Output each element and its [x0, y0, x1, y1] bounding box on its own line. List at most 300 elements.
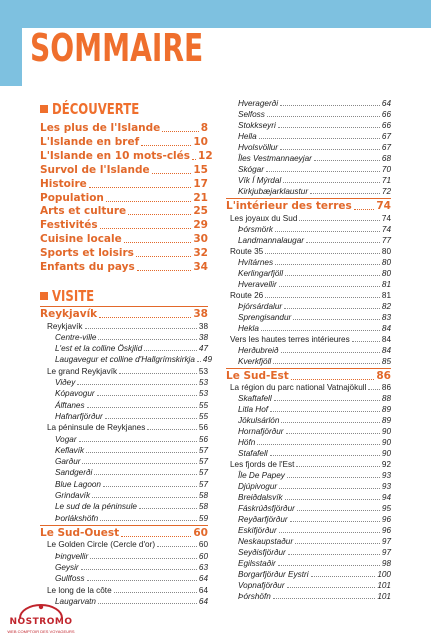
toc-entry-label: Le grand Reykjavík	[47, 366, 118, 376]
toc-entry-label: Sprengisandur	[238, 312, 292, 322]
toc-entry-page: 98	[381, 559, 391, 568]
toc-entry-label: Reyðarfjörður	[238, 515, 288, 524]
dot-leader	[77, 384, 197, 385]
toc-entry-lvl2[interactable]	[238, 279, 391, 290]
toc-entry-lvl2[interactable]	[55, 434, 208, 445]
toc-entry-decouverte[interactable]	[40, 233, 208, 246]
toc-entry-label: Viðey	[55, 378, 76, 387]
toc-entry-label: Route 35	[230, 246, 264, 256]
toc-entry-label: Kerlingarfjöll	[238, 268, 284, 278]
toc-entry-label: Djúpivogur	[238, 482, 278, 491]
toc-entry-label: Reykjavík	[40, 308, 98, 320]
toc-entry-label: Eskifjörður	[238, 526, 277, 535]
toc-entry-label: Reykjavík	[47, 321, 83, 331]
dot-leader	[284, 308, 380, 309]
toc-entry-decouverte[interactable]	[40, 164, 208, 177]
toc-entry-page: 74	[381, 213, 391, 223]
toc-entry-lvl2[interactable]	[238, 448, 391, 459]
toc-entry-decouverte[interactable]	[40, 149, 213, 163]
toc-entry-page: 96	[381, 515, 391, 524]
toc-entry-lvl2[interactable]	[238, 164, 391, 175]
dot-leader	[273, 598, 376, 599]
toc-entry-decouverte[interactable]	[40, 219, 208, 232]
dot-leader	[296, 466, 380, 467]
toc-entry-label: Skógar	[238, 165, 264, 174]
toc-entry-lvl2[interactable]	[238, 404, 391, 415]
toc-entry-lvl2[interactable]	[55, 354, 213, 365]
toc-entry-lvl2[interactable]	[238, 547, 391, 558]
toc-entry-page: 64	[381, 99, 391, 108]
toc-entry-label: Hornafjörður	[238, 427, 284, 436]
toc-entry-lvl2[interactable]	[238, 268, 391, 279]
toc-entry-page: 58	[198, 491, 208, 500]
toc-entry-page: 63	[198, 563, 208, 572]
toc-entry-label: Les joyaux du Sud	[230, 213, 298, 223]
section-heading-decouverte	[40, 100, 164, 118]
toc-entry-lvl2[interactable]	[55, 513, 208, 524]
toc-entry-page: 90	[381, 438, 391, 447]
toc-entry-lvl2[interactable]	[238, 426, 391, 437]
toc-entry-page: 17	[193, 177, 208, 190]
dot-leader	[98, 603, 197, 604]
toc-entry-page: 64	[198, 585, 208, 595]
toc-entry-lvl2[interactable]	[238, 142, 391, 153]
dot-leader	[197, 361, 201, 362]
toc-entry-page: 66	[381, 121, 391, 130]
toc-entry-page: 96	[381, 526, 391, 535]
dot-leader	[144, 350, 197, 351]
dot-leader	[266, 171, 380, 172]
toc-entry-lvl2[interactable]	[238, 356, 391, 367]
toc-entry-page: 86	[381, 383, 391, 392]
toc-entry-lvl2[interactable]	[55, 562, 208, 573]
toc-entry-lvl1[interactable]	[47, 585, 208, 596]
toc-entry-label: Le sud de la péninsule	[55, 502, 137, 512]
toc-entry-label: Garður	[55, 457, 81, 467]
toc-entry-label: Fáskrúðsfjörður	[238, 504, 295, 513]
toc-entry-page: 55	[198, 411, 208, 421]
toc-entry-page: 95	[381, 504, 391, 513]
toc-entry-lvl2[interactable]	[55, 400, 208, 411]
toc-entry-label: Þjórsárdalur	[238, 301, 283, 311]
toc-entry-label: Vopnafjörður	[238, 581, 285, 590]
toc-entry-label: Laugavegur et colline d'Hallgrímskirkja	[55, 355, 195, 365]
toc-entry-city[interactable]	[40, 525, 208, 540]
toc-entry-lvl2[interactable]	[55, 411, 208, 422]
toc-entry-page: 86	[376, 369, 391, 382]
toc-entry-lvl2[interactable]	[55, 343, 208, 354]
toc-entry-lvl2[interactable]	[55, 332, 208, 343]
toc-entry-lvl2[interactable]	[238, 393, 391, 404]
dot-leader	[141, 145, 191, 146]
dot-leader	[265, 297, 380, 298]
toc-entry-label: Le Golden Circle (Cercle d'or)	[47, 540, 156, 550]
dot-leader	[295, 543, 380, 544]
toc-entry-page: 84	[381, 345, 391, 355]
toc-entry-page: 60	[198, 551, 208, 561]
dot-leader	[279, 488, 380, 489]
toc-entry-label: La région du parc national Vatnajökull	[230, 383, 367, 392]
toc-entry-page: 55	[198, 400, 208, 410]
toc-entry-page: 59	[198, 513, 208, 523]
toc-entry-lvl2[interactable]	[55, 490, 208, 501]
toc-entry-label: Centre-ville	[55, 332, 97, 342]
dot-leader	[100, 228, 192, 229]
dot-leader	[275, 264, 380, 265]
toc-entry-label: Îles Vestmannaeyjar	[238, 154, 312, 163]
toc-entry-lvl1[interactable]	[230, 334, 391, 345]
toc-entry-lvl2[interactable]	[238, 131, 391, 142]
toc-entry-page: 84	[381, 334, 391, 344]
dot-leader	[147, 429, 197, 430]
toc-entry-lvl2[interactable]	[238, 175, 391, 186]
toc-entry-label: L'intérieur des terres	[226, 200, 352, 212]
dot-leader	[314, 160, 380, 161]
toc-entry-lvl2[interactable]	[238, 514, 391, 525]
toc-entry-page: 25	[193, 205, 208, 218]
toc-entry-label: Þorlákshöfn	[55, 513, 99, 523]
dot-leader	[119, 373, 197, 374]
toc-entry-page: 34	[193, 261, 208, 273]
dot-leader	[310, 193, 380, 194]
dot-leader	[128, 214, 191, 215]
toc-entry-page: 74	[381, 224, 391, 234]
dot-leader	[87, 407, 197, 408]
toc-entry-page: 90	[381, 449, 391, 458]
toc-entry-page: 83	[381, 312, 391, 322]
dot-leader	[152, 173, 192, 174]
toc-entry-label: Population	[40, 191, 104, 204]
toc-entry-page: 70	[381, 165, 391, 174]
toc-entry-page: 30	[193, 233, 208, 246]
dot-leader	[283, 182, 380, 183]
toc-entry-lvl2[interactable]	[238, 481, 391, 492]
toc-entry-page: 57	[198, 445, 208, 455]
toc-entry-lvl2[interactable]	[55, 377, 208, 388]
toc-entry-page: 56	[198, 434, 208, 444]
dot-leader	[136, 256, 191, 257]
toc-entry-page: 38	[193, 308, 208, 320]
toc-entry-label: Jökulsárlón	[238, 416, 280, 425]
dot-leader	[270, 455, 380, 456]
toc-entry-page: 81	[381, 279, 391, 289]
dot-leader	[278, 565, 380, 566]
dot-leader	[293, 319, 380, 320]
toc-entry-label: Þórshöfn	[238, 592, 271, 601]
dot-leader	[279, 286, 380, 287]
toc-entry-label: Stokkseyri	[238, 121, 276, 130]
toc-entry-city[interactable]	[40, 306, 208, 321]
toc-entry-page: 94	[381, 493, 391, 502]
dot-leader	[285, 275, 380, 276]
toc-entry-page: 15	[193, 163, 208, 176]
toc-entry-lvl2[interactable]	[238, 301, 391, 312]
toc-entry-lvl2[interactable]	[238, 470, 391, 481]
dot-leader	[299, 220, 380, 221]
dot-leader	[259, 138, 380, 139]
toc-entry-page: 53	[198, 389, 208, 399]
toc-entry-page: 101	[377, 592, 391, 601]
toc-entry-lvl2[interactable]	[238, 98, 391, 109]
toc-entry-label: Álftanes	[55, 400, 85, 410]
toc-entry-label: Hveragerði	[238, 99, 279, 108]
toc-entry-lvl2[interactable]	[238, 323, 391, 334]
toc-entry-lvl2[interactable]	[238, 525, 391, 536]
dot-leader	[267, 116, 380, 117]
toc-entry-page: 85	[381, 356, 391, 366]
toc-entry-label: Neskaupstaður	[238, 537, 294, 546]
dot-leader	[124, 242, 192, 243]
toc-entry-label: Litla Hof	[238, 405, 269, 414]
toc-entry-lvl2[interactable]	[238, 580, 391, 591]
toc-entry-lvl2[interactable]	[55, 456, 208, 467]
toc-entry-lvl1[interactable]	[230, 246, 391, 257]
toc-entry-page: 32	[193, 247, 208, 260]
toc-entry-label: Hekla	[238, 323, 259, 333]
toc-entry-label: Le Sud-Ouest	[40, 526, 120, 539]
toc-entry-page: 58	[198, 502, 208, 512]
toc-entry-page: 38	[198, 321, 208, 331]
dot-leader	[82, 463, 196, 464]
toc-entry-page: 60	[193, 526, 208, 539]
toc-entry-label: L'Islande en bref	[40, 135, 140, 148]
toc-entry-lvl1[interactable]	[230, 290, 391, 301]
dot-leader	[279, 532, 380, 533]
toc-entry-label: Herðubreið	[238, 345, 279, 355]
toc-entry-label: Selfoss	[238, 110, 265, 119]
dot-leader	[97, 395, 197, 396]
toc-entry-page: 89	[381, 405, 391, 414]
toc-entry-lvl2[interactable]	[238, 120, 391, 131]
toc-entry-label: Les plus de l'Islande	[40, 122, 161, 134]
toc-entry-page: 57	[198, 479, 208, 489]
toc-entry-page: 80	[381, 268, 391, 278]
toc-entry-label: Geysir	[55, 563, 79, 572]
toc-entry-lvl2[interactable]	[55, 573, 208, 584]
dot-leader	[274, 400, 380, 401]
toc-entry-lvl2[interactable]	[238, 312, 391, 323]
toc-entry-page: 67	[381, 143, 391, 152]
toc-entry-lvl2[interactable]	[55, 467, 208, 478]
toc-entry-lvl2[interactable]	[238, 536, 391, 547]
dot-leader	[290, 521, 380, 522]
toc-entry-lvl2[interactable]	[238, 224, 391, 235]
toc-entry-label: Seyðisfjörður	[238, 548, 286, 557]
dot-leader	[286, 433, 380, 434]
toc-entry-decouverte[interactable]	[40, 122, 208, 135]
toc-entry-label: Kverkfjöll	[238, 356, 272, 366]
toc-entry-label: Grindavík	[55, 491, 91, 500]
dot-leader	[79, 441, 197, 442]
dot-leader	[287, 477, 380, 478]
toc-entry-label: Hvolsvöllur	[238, 143, 279, 152]
dot-leader	[98, 339, 196, 340]
toc-entry-city[interactable]	[226, 198, 391, 213]
toc-entry-lvl2[interactable]	[238, 345, 391, 356]
toc-entry-page: 97	[381, 548, 391, 557]
toc-entry-lvl2[interactable]	[238, 492, 391, 503]
toc-entry-city[interactable]	[226, 368, 391, 383]
toc-entry-label: Vogar	[55, 434, 77, 444]
page-title: SOMMAIRE	[30, 26, 204, 70]
dot-leader	[92, 497, 197, 498]
toc-entry-label: Histoire	[40, 177, 87, 190]
dot-leader	[86, 452, 197, 453]
toc-entry-label: Les fjords de l'Est	[230, 460, 295, 469]
toc-entry-lvl1[interactable]	[230, 382, 391, 393]
toc-entry-label: Hveravellir	[238, 279, 277, 289]
toc-entry-lvl2[interactable]	[238, 109, 391, 120]
dot-leader	[311, 576, 376, 577]
toc-entry-page: 66	[381, 110, 391, 119]
dot-leader	[291, 379, 375, 380]
dot-leader	[99, 317, 191, 318]
toc-entry-page: 84	[381, 323, 391, 333]
toc-entry-label: Höfn	[238, 438, 256, 447]
dot-leader	[157, 546, 197, 547]
toc-entry-label: L'est et la colline Öskjlid	[55, 344, 143, 354]
toc-entry-page: 67	[381, 132, 391, 141]
toc-entry-page: 93	[381, 471, 391, 480]
toc-entry-page: 100	[377, 570, 391, 579]
dot-leader	[85, 328, 197, 329]
toc-entry-lvl2[interactable]	[238, 235, 391, 246]
toc-entry-page: 29	[193, 219, 208, 232]
square-bullet-icon	[40, 292, 48, 300]
toc-entry-lvl1[interactable]	[230, 459, 391, 470]
dot-leader	[87, 580, 197, 581]
dot-leader	[162, 131, 198, 132]
dot-leader	[306, 242, 380, 243]
toc-entry-lvl1[interactable]	[47, 321, 208, 332]
dot-leader	[106, 201, 191, 202]
toc-entry-label: Hafnarfjörður	[55, 411, 103, 421]
toc-entry-label: Egilsstaðir	[238, 559, 276, 568]
toc-entry-lvl2[interactable]	[55, 445, 208, 456]
toc-entry-page: 64	[198, 596, 208, 606]
toc-entry-lvl1[interactable]	[47, 539, 208, 550]
dot-leader	[354, 209, 375, 210]
toc-entry-decouverte[interactable]	[40, 247, 208, 260]
toc-entry-label: Blue Lagoon	[55, 479, 101, 489]
section-label: DÉCOUVERTE	[52, 100, 140, 118]
dot-leader	[297, 510, 380, 511]
dot-leader	[280, 105, 380, 106]
dot-leader	[137, 270, 192, 271]
toc-entry-page: 10	[193, 135, 208, 148]
toc-entry-label: Vers les hautes terres intérieures	[230, 334, 350, 344]
dot-leader	[285, 499, 380, 500]
toc-entry-page: 88	[381, 394, 391, 403]
dot-leader	[121, 536, 191, 537]
dot-leader	[94, 474, 197, 475]
toc-entry-label: Breiðdalsvík	[238, 493, 283, 502]
toc-entry-decouverte[interactable]	[40, 192, 208, 205]
toc-entry-lvl2[interactable]	[238, 591, 391, 602]
dot-leader	[90, 558, 197, 559]
toc-entry-decouverte[interactable]	[40, 205, 208, 218]
toc-entry-lvl2[interactable]	[238, 569, 391, 580]
dot-leader	[261, 330, 380, 331]
toc-entry-page: 49	[202, 355, 213, 365]
toc-entry-decouverte[interactable]	[40, 178, 208, 191]
dot-leader	[89, 187, 192, 188]
toc-entry-page: 53	[198, 366, 208, 376]
toc-entry-lvl2[interactable]	[238, 503, 391, 514]
toc-entry-label: Hella	[238, 132, 257, 141]
toc-entry-label: Hvítárnes	[238, 257, 274, 267]
dot-leader	[105, 418, 197, 419]
toc-entry-lvl2[interactable]	[238, 415, 391, 426]
nostromo-logo	[4, 603, 78, 639]
toc-entry-label: Survol de l'Islande	[40, 163, 150, 176]
toc-entry-lvl2[interactable]	[238, 558, 391, 569]
toc-entry-label: Le Sud-Est	[226, 369, 289, 382]
toc-entry-lvl2[interactable]	[55, 551, 208, 562]
toc-entry-lvl2[interactable]	[238, 437, 391, 448]
dot-leader	[287, 587, 376, 588]
toc-entry-label: Festivités	[40, 219, 98, 232]
dot-leader	[275, 231, 380, 232]
toc-entry-lvl2[interactable]	[238, 257, 391, 268]
toc-entry-label: Stafafell	[238, 449, 268, 458]
toc-entry-lvl2[interactable]	[238, 153, 391, 164]
toc-entry-lvl1[interactable]	[47, 366, 208, 377]
toc-entry-page: 74	[376, 200, 391, 212]
section-label: VISITE	[52, 287, 95, 305]
dot-leader	[114, 592, 197, 593]
toc-entry-lvl2[interactable]	[55, 501, 208, 512]
toc-entry-lvl2[interactable]	[55, 479, 208, 490]
toc-entry-label: Sandgerði	[55, 468, 93, 478]
toc-entry-label: Laugarvatn	[55, 596, 96, 606]
dot-leader	[281, 422, 379, 423]
toc-entry-page: 56	[198, 423, 208, 433]
section-heading-visite	[40, 287, 106, 305]
toc-entry-page: 81	[381, 290, 391, 300]
toc-entry-lvl1[interactable]	[230, 213, 391, 224]
toc-entry-lvl2[interactable]	[55, 388, 208, 399]
toc-entry-page: 82	[381, 301, 391, 311]
toc-entry-label: Þingvellir	[55, 551, 89, 561]
dot-leader	[192, 159, 196, 160]
dot-leader	[270, 411, 380, 412]
toc-entry-label: Sports et loisirs	[40, 247, 134, 260]
toc-entry-label: Borgarfjörður Eystri	[238, 570, 309, 579]
toc-entry-page: 101	[377, 581, 391, 590]
dot-leader	[280, 149, 380, 150]
toc-entry-decouverte[interactable]	[40, 261, 208, 274]
toc-entry-page: 90	[381, 427, 391, 436]
toc-entry-page: 89	[381, 416, 391, 425]
toc-entry-label: Île De Papey	[238, 471, 285, 480]
toc-entry-label: Keflavík	[55, 445, 85, 455]
dot-leader	[278, 127, 380, 128]
dot-leader	[288, 554, 380, 555]
dot-leader	[81, 569, 197, 570]
toc-entry-lvl2[interactable]	[238, 186, 391, 197]
dot-leader	[257, 444, 380, 445]
toc-entry-label: Arts et culture	[40, 205, 127, 218]
toc-entry-decouverte[interactable]	[40, 136, 208, 149]
toc-entry-label: Gullfoss	[55, 574, 85, 584]
toc-entry-page: 12	[198, 149, 213, 162]
dot-leader	[368, 389, 379, 390]
toc-entry-label: Cuisine locale	[40, 233, 122, 246]
toc-entry-page: 38	[198, 332, 208, 342]
toc-entry-lvl1[interactable]	[47, 422, 208, 433]
toc-entry-page: 60	[198, 540, 208, 550]
